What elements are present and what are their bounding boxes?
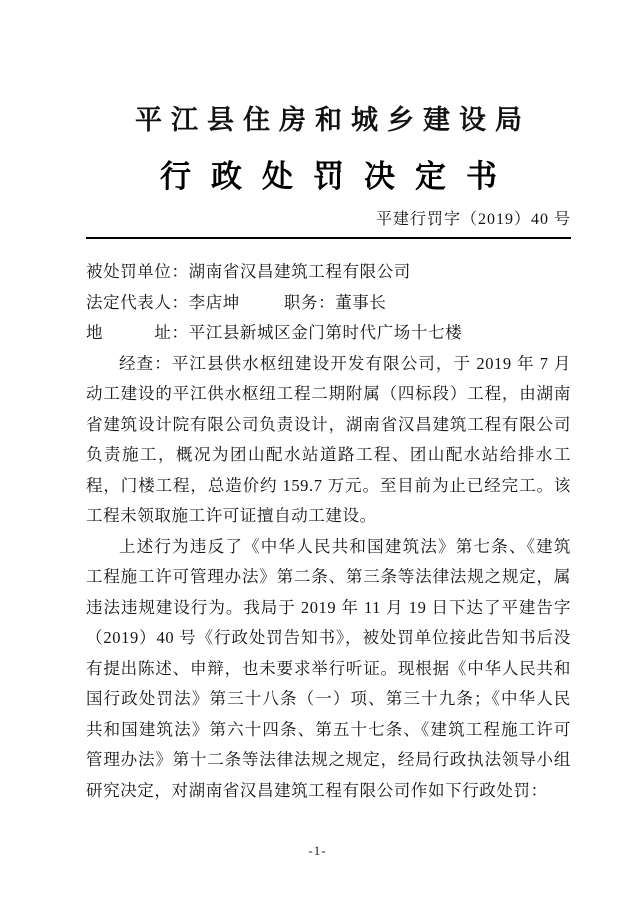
document-header [86, 98, 571, 239]
legal-representative-value: 李店坤 [188, 292, 240, 312]
field-address [86, 318, 571, 349]
duty-label: 职务： [283, 292, 336, 312]
address-value: 平江县新城区金门第时代广场十七楼 [188, 323, 463, 342]
paragraph-legal-basis: 上述行为违反了《中华人民共和国建筑法》第七条、《建筑工程施工许可管理办法》第二条、第三条等法律法规之规定，属违法违规建设行为。我局于 2019 年 11 月 19 日下达了平建告字（2019）40 号《行政处罚告知书》，被处罚单位接此告知书后没有提出陈述、申辩，也未要求举行听证。现根据《中华人民共和国行政处罚法》第三十八条（一）项、第三十九条；《中华人民共和国建筑法》第六十四条、第五十七条、《建筑工程施工许可管理办法》第十二条等法律法规之规定，经局行政执法领导小组研究决定，对湖南省汉昌建筑工程有限公司作如下行政处罚： [86, 536, 571, 800]
penalized-unit-label: 被处罚单位： [86, 262, 189, 281]
address-label: 地 址： [86, 323, 189, 342]
document-body [86, 257, 571, 806]
field-penalized-unit [86, 257, 571, 288]
penalized-unit-value: 湖南省汉昌建筑工程有限公司 [188, 262, 411, 281]
page-number: -1- [308, 843, 327, 858]
legal-representative-label: 法定代表人： [86, 292, 189, 312]
issuing-authority-title: 平江县住房和城乡建设局 [135, 105, 531, 135]
paragraph-findings: 经查：平江县供水枢纽建设开发有限公司，于 2019 年 7 月动工建设的平江供水枢纽工程二期附属（四标段）工程，由湖南省建筑设计院有限公司负责设计，湖南省汉昌建筑工程有限公司负责施工，概况为团山配水站道路工程、团山配水站给排水工程，门楼工程，总造价约 159.7 万元。至目前为止已经完工。该工程未领取施工许可证擅自动工建设。 [86, 353, 571, 525]
document-title: 行政处罚决定书 [160, 159, 517, 194]
header-divider [86, 237, 571, 239]
document-number: 平建行罚字（2019）40 号 [375, 211, 571, 228]
duty-value: 董事长 [335, 292, 387, 312]
field-legal-representative [86, 288, 571, 319]
